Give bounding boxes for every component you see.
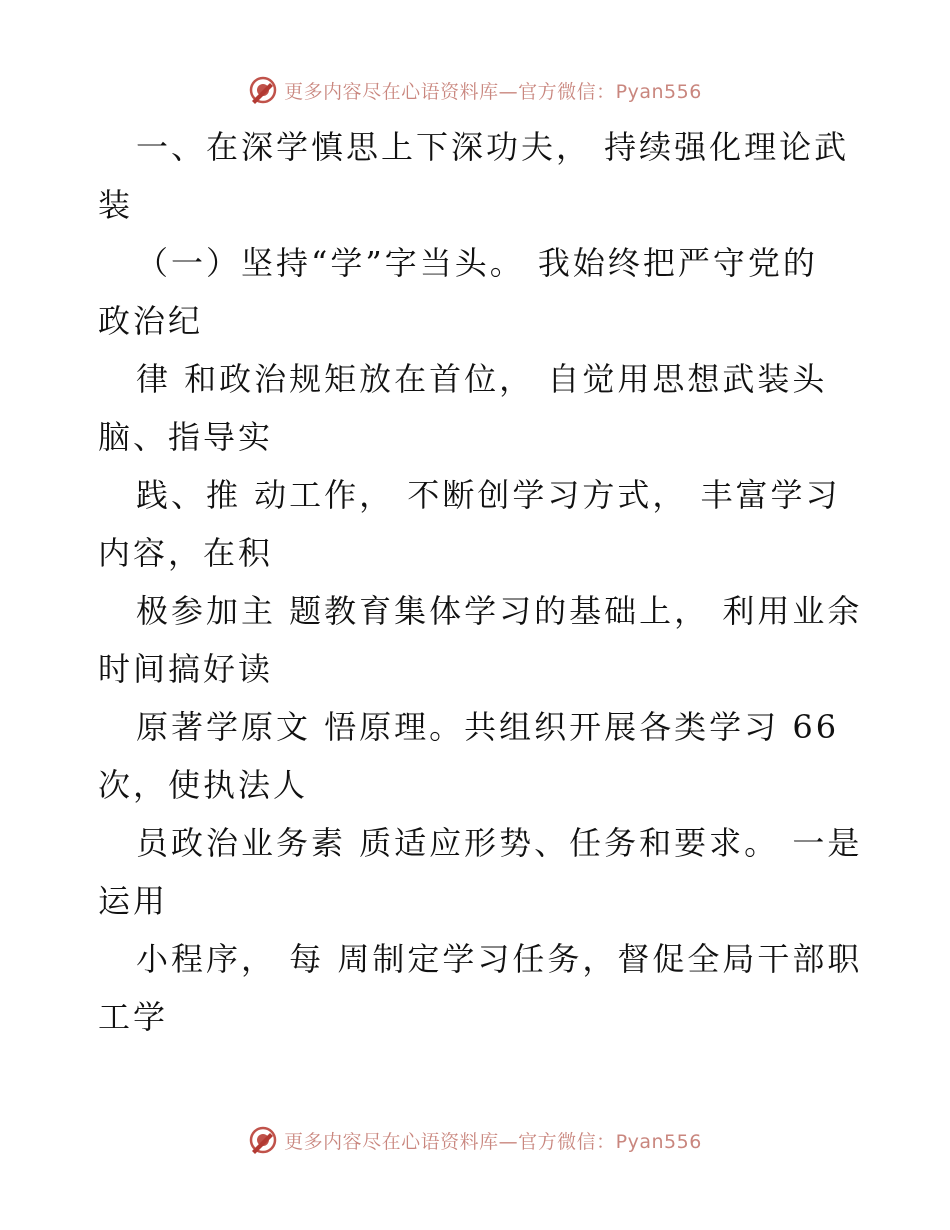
text-line: 律 和政治规矩放在首位， 自觉用思想武装头: [136, 360, 828, 398]
text-line: 小程序， 每 周制定学习任务，督促全局干部职: [136, 940, 863, 978]
footer-banner-text: 更多内容尽在心语资料库—官方微信：Pyan556: [284, 1130, 702, 1153]
pen-circle-logo-icon: [248, 1125, 278, 1155]
text-line: 内容，在积: [98, 534, 274, 572]
text-line: 运用: [98, 882, 169, 920]
text-line: 原著学原文 悟原理。共组织开展各类学习 66: [136, 708, 840, 746]
text-line: 政治纪: [98, 302, 204, 340]
header-banner: [0, 70, 950, 110]
pen-circle-logo-icon: [248, 75, 278, 105]
document-body: [98, 118, 863, 1046]
text-line: 工学: [98, 998, 169, 1036]
text-line: 践、推 动工作， 不断创学习方式， 丰富学习: [136, 476, 841, 514]
text-line: 次，使执法人: [98, 766, 309, 804]
text-line: 极参加主 题教育集体学习的基础上， 利用业余: [136, 592, 863, 630]
text-line: 一、在深学慎思上下深功夫， 持续强化理论武: [136, 128, 850, 166]
text-line: 员政治业务素 质适应形势、任务和要求。 一是: [136, 824, 863, 862]
text-line: 装: [98, 186, 134, 224]
footer-banner: [0, 1120, 950, 1160]
text-line: 时间搞好读: [98, 650, 274, 688]
text-line: 脑、指导实: [98, 418, 274, 456]
text-line: （一）坚持“学”字当头。 我始终把严守党的: [136, 244, 818, 282]
header-banner-text: 更多内容尽在心语资料库—官方微信：Pyan556: [284, 80, 702, 103]
